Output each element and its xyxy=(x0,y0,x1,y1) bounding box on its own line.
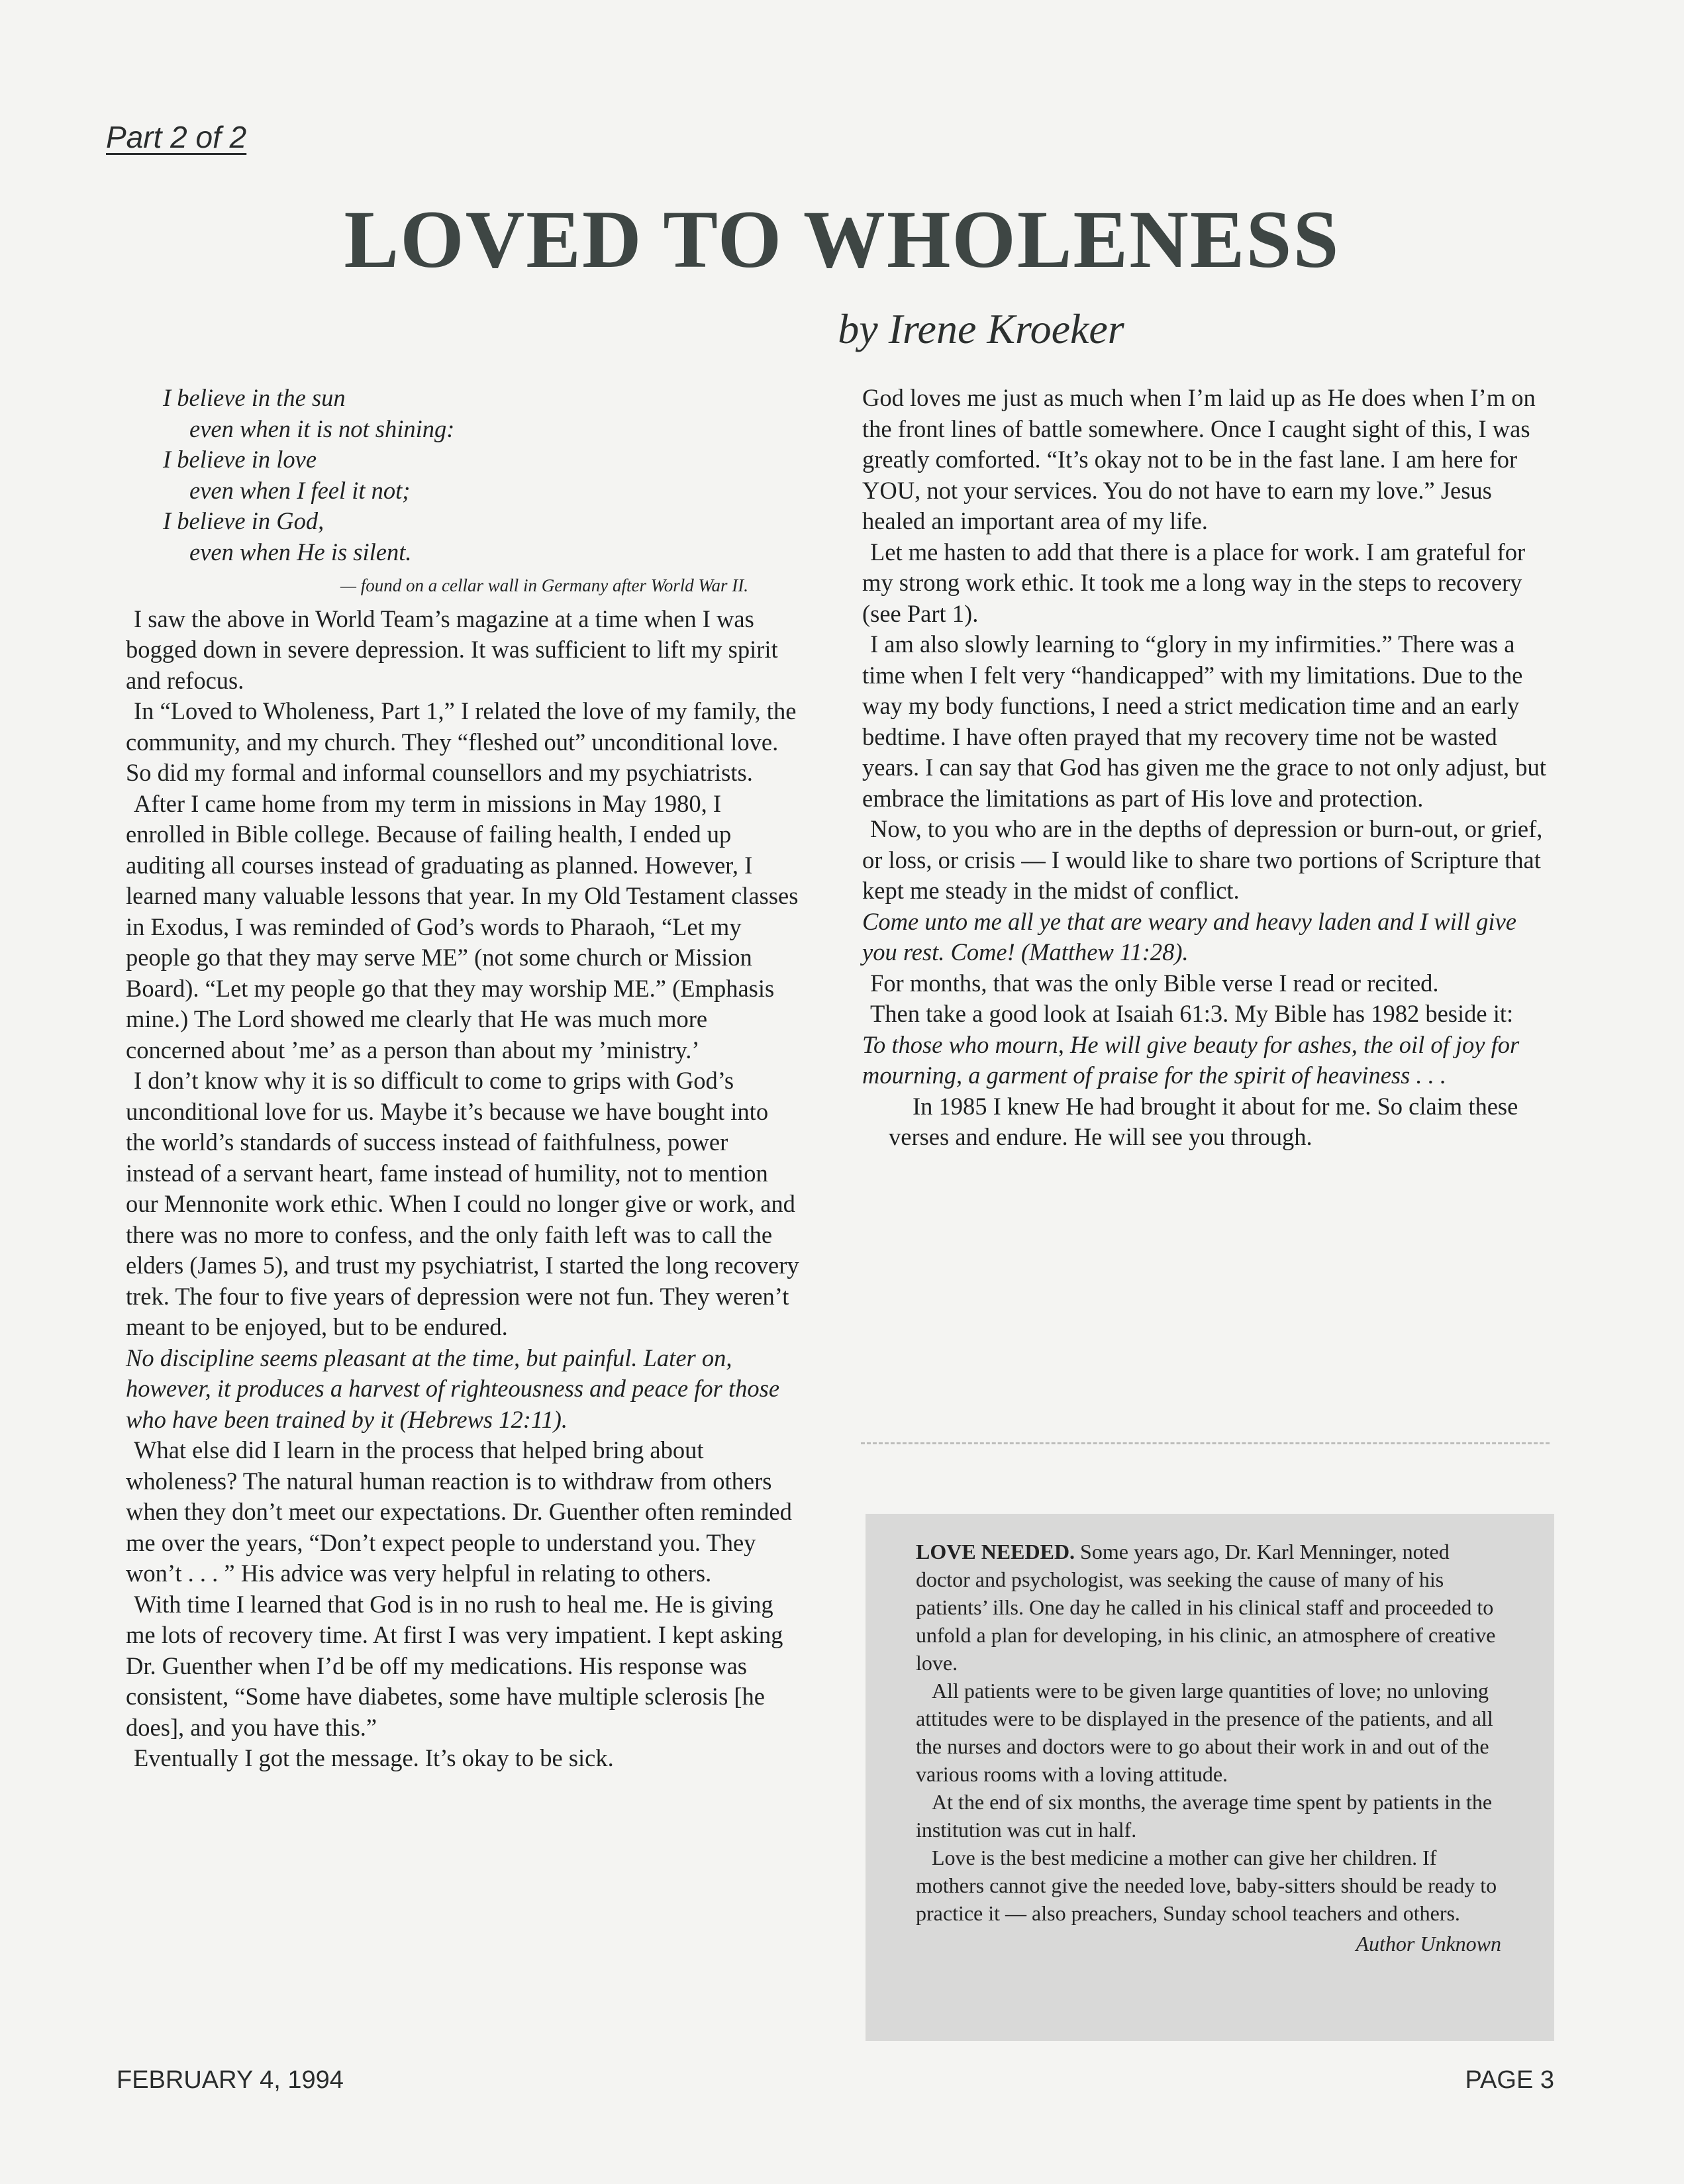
right-column xyxy=(862,383,1551,1153)
byline: by Irene Kroeker xyxy=(838,305,1124,352)
scripture-quote: No discipline seems pleasant at the time, but painful. Later on, however, it produces a harvest of righteousness and peace for those who have been trained by it (Hebrews 12:11). xyxy=(126,1344,780,1433)
article-title: LOVED TO WHOLENESS xyxy=(344,194,1340,285)
paragraph: Eventually I got the message. It’s okay to be sick. xyxy=(134,1744,614,1771)
footer-date: FEBRUARY 4, 1994 xyxy=(117,2066,344,2094)
paragraph: For months, that was the only Bible verse I read or recited. xyxy=(870,969,1439,997)
poem-line: I believe in the sun xyxy=(163,384,346,411)
poem-credit: — found on a cellar wall in Germany after World War II. xyxy=(340,575,748,595)
love-needed-sidebar xyxy=(866,1514,1554,2041)
paragraph: In “Loved to Wholeness, Part 1,” I related the love of my family, the community, and my church. They “fleshed out” unconditional love. So did my formal and informal counsellors and my psychiatrists. xyxy=(126,697,797,786)
scripture-quote: To those who mourn, He will give beauty for ashes, the oil of joy for mourning, a garment of praise for the spirit of heaviness . . . xyxy=(862,1030,1520,1089)
sidebar-paragraph: All patients were to be given large quantities of love; no unloving attitudes were to be displayed in the presence of the patients, and all the nurses and doctors were to go about their work in and out of the various rooms with a loving attitude. xyxy=(916,1679,1493,1786)
poem-line: even when it is not shining: xyxy=(189,415,455,442)
paragraph: I saw the above in World Team’s magazine at a time when I was bogged down in severe depression. It was sufficient to lift my spirit and refocus. xyxy=(126,605,778,694)
sidebar-paragraph: Love is the best medicine a mother can give her children. If mothers cannot give the needed love, baby-sitters should be ready to practice it — also preachers, Sunday school teachers and others. xyxy=(916,1846,1497,1925)
sidebar-author: Author Unknown xyxy=(1356,1932,1501,1956)
sidebar-heading: LOVE NEEDED. xyxy=(916,1540,1075,1564)
paragraph: After I came home from my term in missions in May 1980, I enrolled in Bible college. Because of failing health, I ended up auditing all courses instead of graduating as planned. However, I learned many valuable lessons that year. In my Old Testament classes in Exodus, I was reminded of God’s words to Pharaoh, “Let my people go that they may serve ME” (not some church or Mission Board). “Let my people go that they may worship ME.” (Emphasis mine.) The Lord showed me clearly that He was much more concerned about ’me’ as a person than about my ’ministry.’ xyxy=(126,789,799,1064)
paragraph: God loves me just as much when I’m laid up as He does when I’m on the front lines of battle somewhere. Once I caught sight of this, I was greatly comforted. “It’s okay not to be in the fast lane. I am here for YOU, not your services. You do not have to earn my love.” Jesus healed an important area of my life. xyxy=(862,384,1536,534)
paragraph: What else did I learn in the process that helped bring about wholeness? The natural human reaction is to withdraw from others when they don’t meet our expectations. Dr. Guenther often reminded me over the years, “Don’t expect people to understand you. They won’t . . . ” His advice was very helpful in relating to others. xyxy=(126,1436,792,1587)
poem-line: even when He is silent. xyxy=(189,538,412,566)
divider xyxy=(861,1442,1550,1444)
paragraph: I am also slowly learning to “glory in my infirmities.” There was a time when I felt very “handicapped” with my limitations. Due to the way my body functions, I need a strict medication time and an early bedtime. I have often prayed that my recovery time not be wasted years. I can say that God has given me the grace to not only adjust, but embrace the limitations as part of His love and protection. xyxy=(862,630,1546,812)
opening-poem xyxy=(163,383,801,568)
part-label: Part 2 of 2 xyxy=(106,120,247,154)
sidebar-text: Some years ago, Dr. Karl Menninger, noted doctor and psychologist, was seeking the cause of many of his patients’ ills. One day he called in his clinical staff and proceeded to unfold a plan for developing, in his clinic, an atmosphere of creative love. xyxy=(916,1540,1496,1675)
paragraph: Now, to you who are in the depths of depression or burn-out, or grief, or loss, or crisis — I would like to share two portions of Scripture that kept me steady in the midst of conflict. xyxy=(862,815,1543,904)
paragraph: With time I learned that God is in no rush to heal me. He is giving me lots of recovery time. At first I was very impatient. I kept asking Dr. Guenther when I’d be off my medications. His response was consistent, “Some have diabetes, some have multiple sclerosis [he does], and you have this.” xyxy=(126,1590,783,1741)
scripture-quote: Come unto me all ye that are weary and heavy laden and I will give you rest. Come! (Matthew 11:28). xyxy=(862,907,1516,966)
paragraph: In 1985 I knew He had brought it about for me. So claim these verses and endure. He will see you through. xyxy=(889,1092,1518,1150)
sidebar-paragraph: At the end of six months, the average time spent by patients in the institution was cut in half. xyxy=(916,1790,1493,1842)
paragraph: Let me hasten to add that there is a place for work. I am grateful for my strong work ethic. It took me a long way in the steps to recovery (see Part 1). xyxy=(862,538,1526,627)
left-column xyxy=(126,383,801,1774)
page-number: PAGE 3 xyxy=(1465,2066,1554,2094)
paragraph: Then take a good look at Isaiah 61:3. My Bible has 1982 beside it: xyxy=(870,1000,1514,1027)
sidebar-paragraph xyxy=(916,1538,1501,1677)
poem-line: I believe in God, xyxy=(163,507,324,534)
poem-line: even when I feel it not; xyxy=(189,476,411,504)
paragraph: I don’t know why it is so difficult to come to grips with God’s unconditional love for us. Maybe it’s because we have bought into the world’s standards of success instead of faithfulness, power instead of a servant heart, fame instead of humility, not to mention our Mennonite work ethic. When I could no longer give or work, and there was no more to confess, and the only faith left was to call the elders (James 5), and trust my psychiatrist, I started the long recovery trek. The four to five years of depression were not fun. They weren’t meant to be enjoyed, but to be endured. xyxy=(126,1067,799,1340)
poem-line: I believe in love xyxy=(163,446,317,473)
